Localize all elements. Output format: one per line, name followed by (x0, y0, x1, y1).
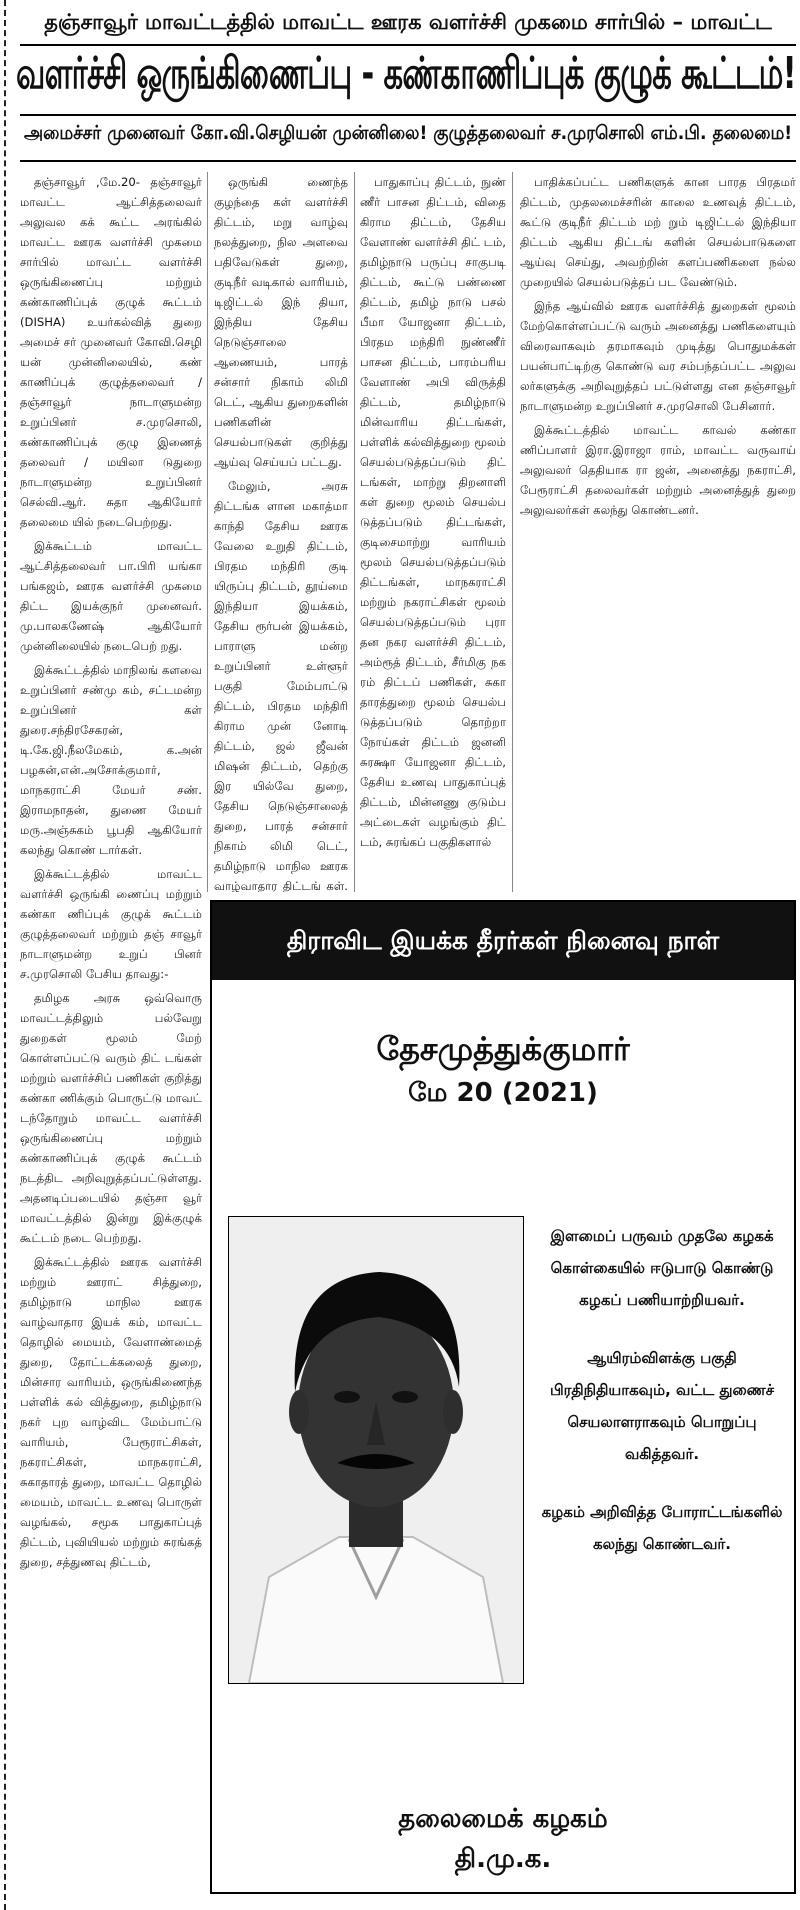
memorial-description (538, 1220, 786, 1586)
paragraph: பாதுகாப்பு திட்டம், நுண் ணீர் பாசன திட்டம், விதை கிராம திட்டம், தேசிய வேளாண் வளர்ச்சி திட் டம், தமிழ்நாடு பருப்பு சாகுபடி திட்டம், கூட்டு பண்ணை திட்டம், தமிழ் நாடு பசல் பீமா யோஜனா திட்டம், பிரதம மந்திரி நுண்ணீர் பாசன திட்டம், பாரம்பரிய வேளாண் அபி விருத்தி திட்டம், தமிழ்நாடு மின்வாரிய திட்டங்கள், பள்ளிக் கல்வித்துறை மூலம் செயல்படுத்தப்படும் திட் டங்கள், மாற்று திறனாளி கள் துறை மூலம் செயல்ப டுத்தப்படும் திட்டங்கள், குடிசைமாற்று வாரியம் மூலம் செயல்படுத்தப்படும் திட்டங்கள், மாநகராட்சி மற்றும் நகராட்சிகள் மூலம் செயல்படுத்தப்படும் புரா தன நகர வளர்ச்சி திட்டம், அம்ரூத் திட்டம், சீர்மிகு நக ரம் திட்டப் பணிகள், சுகா தாரத்துறை மூலம் செயல்ப டுத்தப்படும் தொற்றா நோய்கள் திட்டம் ஜனனி சுரக்ஷா யோஜனா திட்டம், தேசிய உணவு பாதுகாப்புத் திட்டம், மின்னணு குடும்ப அட்டைகள் வழங்கும் திட் டம், சுரங்கப் பகுதிகளால் (360, 175, 506, 849)
paragraph: தஞ்சாவூர் ,மே.20- தஞ்சாவூர் மாவட்ட ஆட்சித்தலைவர் அலுவல கக் கூட்ட அரங்கில் மாவட்ட ஊரக வளர்ச்சி முகமை சார்பில் மாவட்ட வளர்ச்சி ஒருங்கிணைப்பு மற்றும் கண்காணிப்புக் குழுக் கூட்டம் (DISHA) உயர்கல்வித் துறை அமைச் சர் முனைவர் கோவி.செழி யன் முன்னிலையில், கண் காணிப்புக் குழுத்தலைவர் / தஞ்சாவூர் நாடாளுமன்ற உறுப்பினர் ச.முரசொலி, கண்காணிப்புக் குழு இணைத் தலைவர் / மயிலா டுதுறை நாடாளுமன்ற உறுப்பினர் செல்வி.ஆர். சுதா ஆகியோர் தலைமை யில் நடைபெற்றது. (20, 175, 202, 529)
article-column-4 (520, 172, 796, 892)
memorial-banner: திராவிட இயக்க தீரர்கள் நினைவு நாள் (212, 902, 794, 980)
memorial-advertisement (210, 900, 796, 1894)
paragraph: பாதிக்கப்பட்ட பணிகளுக் கான பாரத பிரதமர் திட்டம், முதலமைச்சரின் காலை உணவுத் திட்டம், கூட்டு குடிநீர் திட்டம் மற் றும் டிஜிட்டல் இந்தியா திட்டம் ஆகிய திட்டங் களின் செயல்பாடுகளை ஆய்வு செய்து, அவற்றின் களப்பணிகளை நல்ல முறையில் செயல்படுத்தப் பட வேண்டும். (520, 175, 796, 289)
subheadline: அமைச்சர் முனைவர் கோ.வி.செழியன் முன்னிலை! குழுத்தலைவர் ச.முரசொலி எம்.பி. தலைமை! (24, 122, 793, 144)
headline-rule (20, 114, 796, 116)
paragraph: இக்கூட்டத்தில் ஊரக வளர்ச்சி மற்றும் ஊராட் சித்துறை, தமிழ்நாடு மாநில ஊரக வாழ்வாதார இயக் கம், மாவட்ட தொழில் மையம், வேளாண்மைத் துறை, தோட்டக்கலைத் துறை, மின்சார வாரியம், ஒருங்கிணைந்த பள்ளிக் கல் வித்துறை, தமிழ்நாடு நகர் புற வாழ்விட மேம்பாட்டு வாரியம், பேரூராட்சிகள், நகராட்சிகள், மாநகராட்சி, சுகாதாரத் துறை, மாவட்ட தொழில் மையம், மாவட்ட உணவு பொருள் வழங்கல், சமூக பாதுகாப்புத் திட்டம், புவியியல் மற்றும் சுரங்கத் துறை, சத்துணவு திட்டம், (20, 1255, 202, 1569)
top-rule (20, 44, 796, 46)
paragraph: இக்கூட்டத்தில் மாவட்ட வளர்ச்சி ஒருங்கி ணைப்பு மற்றும் கண்கா ணிப்புக் குழுக் கூட்டம் குழுத்தலைவர் மற்றும் தஞ் சாவூர் நாடாளுமன்ற உறுப் பினர் ச.முரசொலி பேசிய தாவது:- (20, 867, 202, 981)
article-column-3 (360, 172, 506, 892)
memorial-name: தேசமுத்துக்குமார் (376, 1030, 630, 1068)
column-divider (354, 172, 355, 892)
article-column-2 (214, 172, 348, 892)
column-divider (207, 172, 208, 892)
portrait-photo (228, 1216, 524, 1684)
portrait-image (229, 1217, 523, 1683)
subhead-rule (20, 160, 796, 162)
paragraph: இக்கூட்டம் மாவட்ட ஆட்சித்தலைவர் பா.பிரி யங்கா பங்கஜம், ஊரக வளர்ச்சி முகமை திட்ட இயக்குநர் முனைவர். மு.பாலகணேஷ் ஆகியோர் முன்னிலையில் நடைபெற் றது. (20, 539, 202, 653)
kicker-line: தஞ்சாவூர் மாவட்டத்தில் மாவட்ட ஊரக வளர்ச்சி முகமை சார்பில் – மாவட்ட (44, 10, 772, 34)
paragraph: மேலும், அரசு திட்டங்க ளான மகாத்மா காந்தி தேசிய ஊரக வேலை உறுதி திட்டம், பிரதம மந்திரி குடி யிருப்பு திட்டம், தூய்மை இந்தியா இயக்கம், தேசிய ரூர்பன் இயக்கம், பாராளு மன்ற உறுப்பினர் உள்ளூர் பகுதி மேம்பாட்டு திட்டம், பிரதம மந்திரி கிராம முன் னோடி திட்டம், ஜல் ஜீவன் மிஷன் திட்டம், தெற்கு இர யில்வே துறை, தேசிய நெடுஞ்சாலைத் துறை, பாரத் சன்சார் நிகாம் லிமி டெட், தமிழ்நாடு மாநில ஊரக வாழ்வாதார திட்டங் கள். (214, 479, 348, 892)
article-column-1 (20, 172, 202, 1892)
headline (16, 48, 796, 105)
dashed-border (4, 0, 6, 1910)
memorial-date: மே 20 (2021) (408, 1078, 598, 1108)
memorial-text-2: ஆயிரம்விளக்கு பகுதி பிரதிநிதியாகவும், வட்ட துணைச் செயலாளராகவும் பொறுப்பு வகித்தவர். (549, 1349, 775, 1463)
memorial-footer-line-1: தலைமைக் கழகம் (398, 1804, 608, 1834)
headline-text: வளர்ச்சி ஒருங்கிணைப்பு - கண்காணிப்புக் குழுக் கூட்டம்! (16, 48, 796, 99)
paragraph: இந்த ஆய்வில் ஊரக வளர்ச்சித் துறைகள் மூலம் மேற்கொள்ளப்பட்டு வரும் அனைத்து பணிகளையும் விரைவாகவும் தரமாகவும் முடித்து பொதுமக்கள் பயன்பாட்டிற்கு கொண்டு வர சம்பந்தப்பட்ட அலுவ லர்களுக்கு அறிவுறுத்தப் பட்டுள்ளது என தஞ்சாவூர் நாடாளுமன்ற உறுப்பினர் ச.முரசொலி பேசினார். (520, 299, 796, 413)
memorial-footer-line-2: தி.மு.க. (454, 1844, 552, 1874)
memorial-text-3: கழகம் அறிவித்த போராட்டங்களில் கலந்து கொண்டவர். (541, 1503, 783, 1553)
paragraph: இக்கூட்டத்தில் மாவட்ட காவல் கண்கா ணிப்பாளர் இரா.இராஜா ராம், மாவட்ட வருவாய் அலுவலர் தெதியாக ரா ஜன், அனைத்து நகராட்சி, பேரூராட்சி தலைவர்கள் மற்றும் அனைத்துத் துறை அலுவலர்கள் கலந்து கொண்டனர். (520, 423, 796, 517)
column-divider (512, 172, 513, 892)
paragraph: ஒருங்கி ணைந்த குழந்தை கள் வளர்ச்சி திட்டம், மறு வாழ்வு நலத்துறை, நில அளவை பதிவேடுகள் துறை, குடிநீர் வடிகால் வாரியம், டிஜிட்டல் இந் தியா, இந்திய தேசிய நெடுஞ்சாலை ஆணையம், பாரத் சன்சார் நிகாம் லிமி டெட், ஆகிய துறைகளின் பணிகளின் செயல்பாடுகள் குறித்து ஆய்வு செய்யப் பட்டது. (214, 175, 348, 469)
memorial-text-1: இளமைப் பருவம் முதலே கழகக் கொள்கையில் ஈடுபாடு கொண்டு கழகப் பணியாற்றியவர். (550, 1227, 774, 1309)
paragraph: தமிழக அரசு ஒவ்வொரு மாவட்டத்திலும் பல்வேறு துறைகள் மூலம் மேற் கொள்ளப்பட்டு வரும் திட் டங்கள் மற்றும் வளர்ச்சிப் பணிகள் குறித்து கண்கா ணிக்கும் பொருட்டு மாவட் டந்தோறும் மாவட்ட வளர்ச்சி ஒருங்கிணைப்பு மற்றும் கண்காணிப்புக் குழுக் கூட்டம் நடத்திட அறிவுறுத்தப்பட்டுள்ளது. அதனடிப்படையில் தஞ்சா வூர் மாவட்டத்தில் இன்று இக்குழுக் கூட்டம் நடை பெற்றது. (20, 991, 202, 1245)
paragraph: இக்கூட்டத்தில் மாநிலங் களவை உறுப்பினர் சண்மு கம், சட்டமன்ற உறுப்பினர் கள் துரை.சந்திரசேகரன், டி.கே.ஜி.நீலமேகம், க.அன் பழகன்,என்.அசோக்குமார், மாநகராட்சி மேயர் சண். இராமநாதன், துணை மேயர் மரு.அஞ்சுகம் பூபதி ஆகியோர் கலந்து கொண் டார்கள். (20, 663, 202, 857)
